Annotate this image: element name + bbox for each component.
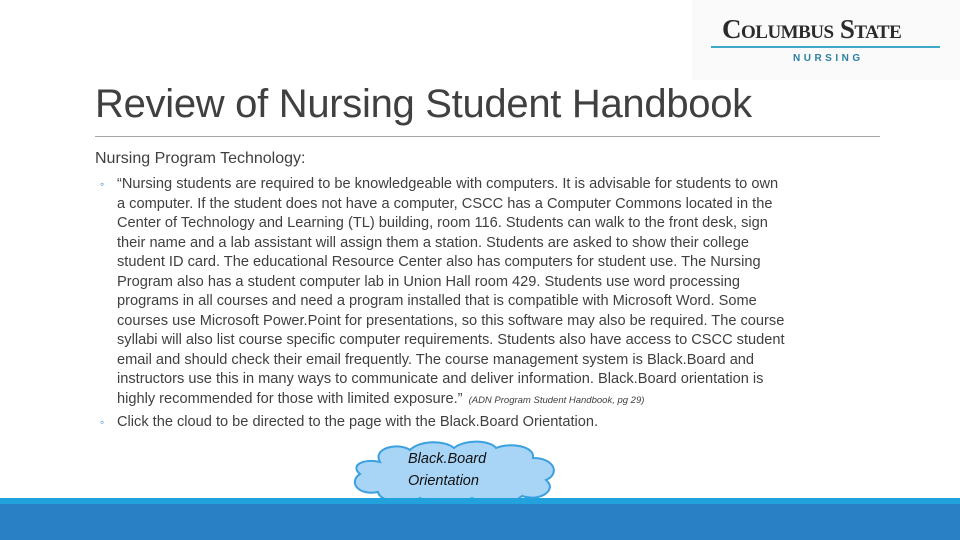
quote-line: highly recommended for those with limited exposure.” (ADN Program Student Handbook, pg 29) bbox=[117, 390, 645, 407]
quote-line: a computer. If the student does not have a computer, CSCC has a Computer Commons located in the bbox=[117, 195, 773, 212]
instruction-text: Click the cloud to be directed to the page with the Black.Board Orientation. bbox=[117, 414, 599, 430]
blackboard-orientation-cloud-link[interactable] bbox=[350, 440, 562, 506]
columbus-state-nursing-logo bbox=[692, 0, 960, 80]
logo-name: Columbus State bbox=[722, 14, 902, 44]
quote-line: syllabi will also list course specific computer requirements. Students also have access to CSCC student bbox=[117, 332, 785, 348]
citation: (ADN Program Student Handbook, pg 29) bbox=[468, 394, 645, 406]
cloud-label-line1: Black.Board bbox=[408, 451, 487, 467]
bullet-icon: ◦ bbox=[100, 415, 105, 429]
bullet-icon: ◦ bbox=[100, 177, 105, 191]
quote-line: email and should check their email frequently. The course management system is Black.Board and bbox=[117, 351, 755, 368]
quote-line: student ID card. The educational Resource Center also has computers for student use. The Nursing bbox=[117, 254, 761, 270]
quote-text bbox=[117, 175, 785, 410]
logo-subtitle: NURSING bbox=[793, 53, 864, 64]
footer-band bbox=[0, 504, 960, 540]
quote-line: “Nursing students are required to be knowledgeable with computers. It is advisable for students to own bbox=[117, 176, 779, 192]
cloud-label-line2: Orientation bbox=[408, 473, 479, 489]
slide-title: Review of Nursing Student Handbook bbox=[95, 82, 752, 126]
logo-divider bbox=[711, 46, 940, 48]
quote-line: programs in all courses and need a program installed that is compatible with Microsoft Word. Some bbox=[117, 293, 757, 309]
title-divider bbox=[95, 136, 880, 137]
quote-line: Center of Technology and Learning (TL) building, room 116. Students can walk to the front desk, sign bbox=[117, 215, 768, 231]
quote-line: Program also has a student computer lab in Union Hall room 429. Students use word processing bbox=[117, 273, 740, 290]
quote-line: their name and a lab assistant will assign them a station. Students are asked to show their college bbox=[117, 234, 749, 251]
section-heading: Nursing Program Technology: bbox=[95, 150, 306, 167]
quote-line: courses use Microsoft Power.Point for presentations, so this software may also be required. The course bbox=[117, 312, 785, 329]
quote-line: instructors use this in many ways to communicate and deliver information. Black.Board orientation is bbox=[117, 371, 764, 387]
